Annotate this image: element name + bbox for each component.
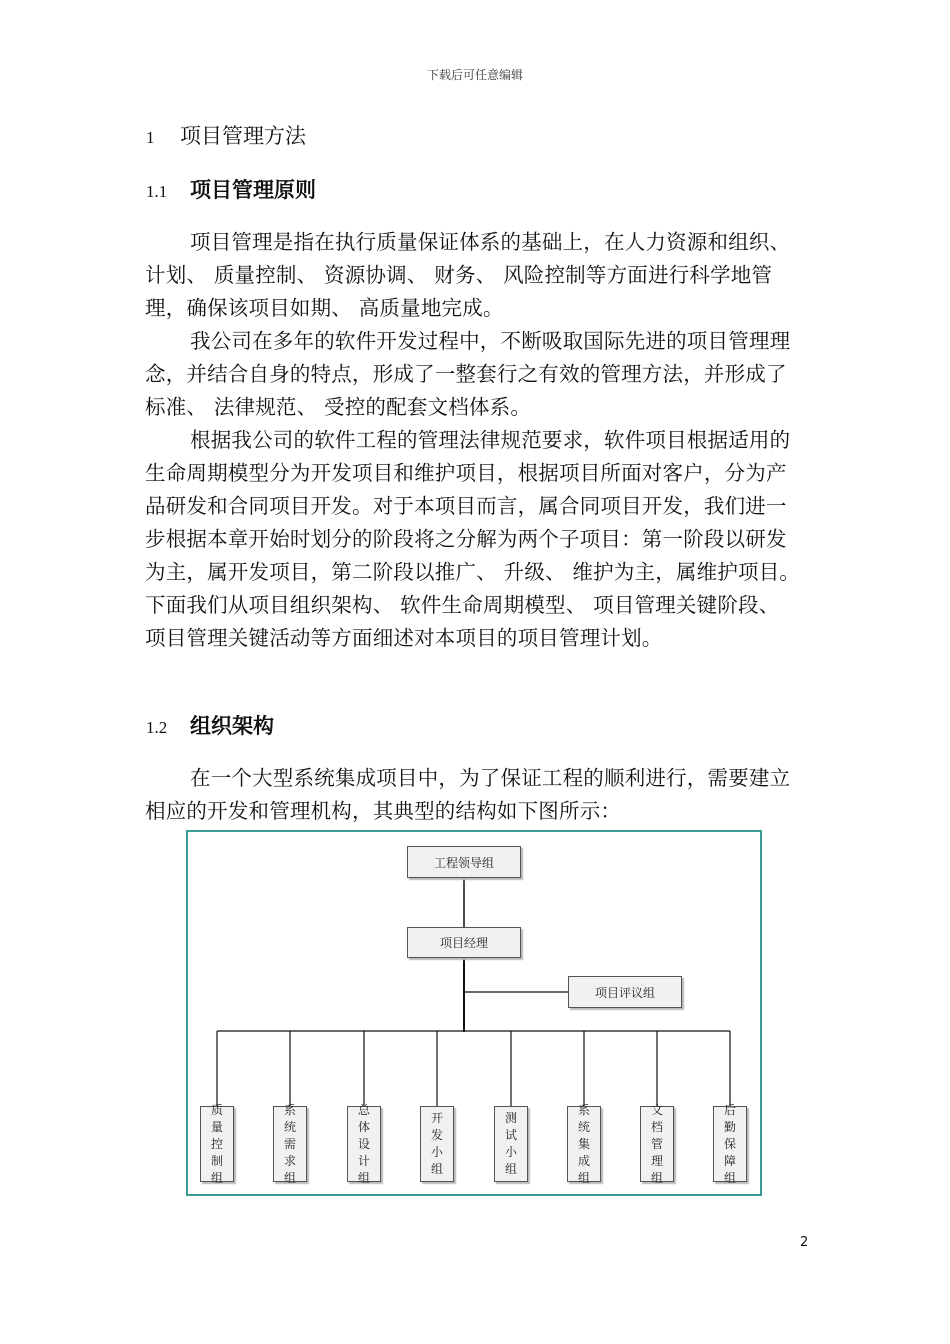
section-title: 项目管理方法 [180, 124, 306, 148]
org-box-review: 项目评议组 [568, 976, 682, 1008]
org-box-group: 开发小组 [420, 1106, 454, 1182]
section-title: 组织架构 [190, 714, 274, 738]
org-box-group: 系统集成组 [567, 1106, 601, 1182]
org-box-manager: 项目经理 [407, 927, 521, 958]
section-number: 1.1 [146, 182, 168, 201]
org-box-group: 总体设计组 [347, 1106, 381, 1182]
section-1-heading [146, 120, 306, 150]
section-title: 项目管理原则 [190, 178, 316, 202]
page-number: 2 [800, 1235, 809, 1250]
section-number: 1.2 [146, 718, 168, 737]
org-box-group: 测试小组 [494, 1106, 528, 1182]
page-header: 下载后可任意编辑 [426, 68, 523, 82]
paragraph: 在一个大型系统集成项目中，为了保证工程的顺利进行，需要建立相应的开发和管理机构，其典型的结构如下图所示： [145, 766, 791, 823]
paragraph: 我公司在多年的软件开发过程中，不断吸取国际先进的项目管理理念，并结合自身的特点，形成了一整套行之有效的管理方法，并形成了标准、 法律规范、 受控的配套文档体系。 [145, 329, 791, 419]
org-box-group: 系统需求组 [273, 1106, 307, 1182]
org-box-group: 质量控制组 [200, 1106, 234, 1182]
paragraph: 根据我公司的软件工程的管理法律规范要求，软件项目根据适用的生命周期模型分为开发项目和维护项目，根据项目所面对客户，分为产品研发和合同项目开发。对于本项目而言，属合同项目开发，我们进一步根据本章开始时划分的阶段将之分解为两个子项目：第一阶段以研发为主，属开发项目，第二阶段以推广、 升级、 维护为主，属维护项目。下面我们从项目组织架构、 软件生命周期模型、 项目管理关键阶段、 项目管理关键活动等方面细述对本项目的项目管理计划。 [145, 428, 801, 650]
org-box-group: 后勤保障组 [713, 1106, 747, 1182]
section-1-2-heading [146, 710, 274, 740]
org-chart [186, 830, 762, 1196]
paragraph: 项目管理是指在执行质量保证体系的基础上，在人力资源和组织、 计划、 质量控制、 资源协调、 财务、 风险控制等方面进行科学地管理，确保该项目如期、 高质量地完成。 [145, 230, 791, 320]
org-box-group: 文档管理组 [640, 1106, 674, 1182]
section-number: 1 [146, 128, 155, 147]
section-1-1-heading [146, 174, 316, 204]
org-box-top: 工程领导组 [407, 846, 521, 878]
